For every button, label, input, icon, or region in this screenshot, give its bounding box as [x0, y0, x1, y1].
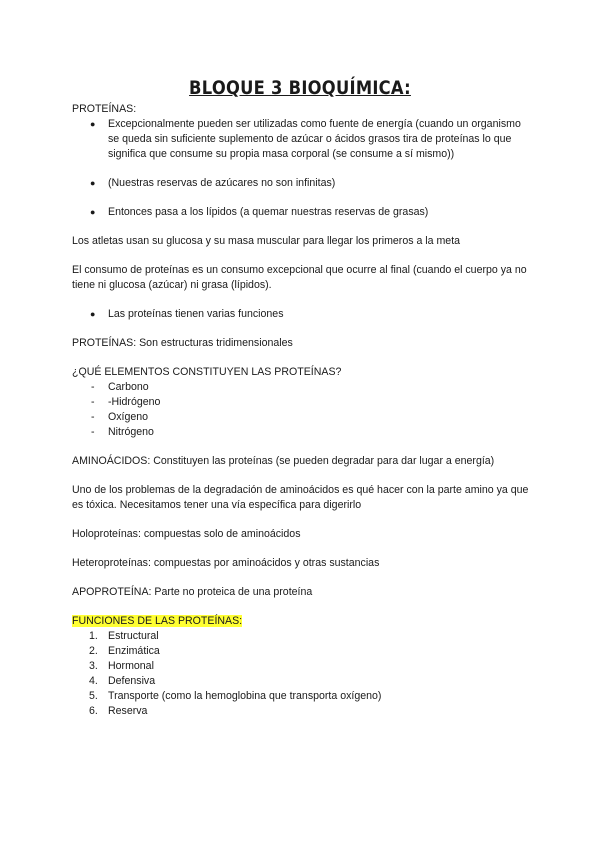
- paragraph-heteroproteinas: Heteroproteínas: compuestas por aminoácidos y otras sustancias: [72, 557, 380, 569]
- list-item: ● Entonces pasa a los lípidos (a quemar nuestras reservas de grasas): [90, 206, 429, 218]
- paragraph-atletas: Los atletas usan su glucosa y su masa muscular para llegar los primeros a la meta: [72, 235, 461, 247]
- list-item: - Carbono: [91, 381, 149, 393]
- list-item: ● Las proteínas tienen varias funciones: [90, 308, 284, 320]
- list-item: - Oxígeno: [91, 411, 149, 423]
- list-item: 5. Transporte (como la hemoglobina que transporta oxígeno): [89, 690, 382, 702]
- list-item: 2. Enzimática: [89, 645, 160, 657]
- question-elementos: ¿QUÉ ELEMENTOS CONSTITUYEN LAS PROTEÍNAS?: [72, 366, 342, 378]
- funciones-list: [72, 629, 532, 719]
- paragraph-aminoacidos: AMINOÁCIDOS: Constituyen las proteínas (se pueden degradar para dar lugar a energía): [72, 455, 495, 467]
- element-list: [72, 380, 532, 440]
- bullet-icon: ●: [90, 309, 96, 319]
- paragraph-estructuras: PROTEÍNAS: Son estructuras tridimensionales: [72, 337, 293, 349]
- paragraph-holoproteinas: Holoproteínas: compuestas solo de aminoácidos: [72, 528, 301, 540]
- bullet-list-proteinas: [72, 117, 532, 162]
- document-body: [72, 102, 532, 719]
- list-item: 3. Hormonal: [89, 660, 154, 672]
- section-heading-proteinas: PROTEÍNAS:: [72, 103, 137, 115]
- section-heading-funciones: [72, 614, 532, 629]
- list-item: ● Excepcionalmente pueden ser utilizadas como fuente de energía (cuando un organismo se queda sin suficiente suplemento de azúcar o ácidos grasos tira de proteínas lo que significa que consume su propia masa corporal (se consume a sí mismo)): [90, 118, 521, 160]
- paragraph-consumo: El consumo de proteínas es un consumo excepcional que ocurre al final (cuando el cuerpo ya no tiene ni glucosa (azúcar) ni grasa (lípidos).: [72, 264, 527, 291]
- list-item: - -Hidrógeno: [91, 396, 161, 408]
- bullet-icon: ●: [90, 207, 96, 217]
- paragraph-problema: Uno de los problemas de la degradación de aminoácidos es qué hacer con la parte amino ya que es tóxica. Necesitamos tener una vía específica para digerirlo: [72, 484, 529, 511]
- bullet-icon: ●: [90, 119, 96, 129]
- list-item: 4. Defensiva: [89, 675, 156, 687]
- list-item: - Nitrógeno: [91, 426, 154, 438]
- page-title: BLOQUE 3 BIOQUÍMICA:: [189, 77, 411, 99]
- list-item: ● (Nuestras reservas de azúcares no son infinitas): [90, 177, 336, 189]
- highlighted-heading: FUNCIONES DE LAS PROTEÍNAS:: [72, 615, 243, 627]
- list-item: 1. Estructural: [89, 630, 159, 642]
- paragraph-apoproteina: APOPROTEÍNA: Parte no proteica de una proteína: [72, 586, 313, 598]
- list-item: 6. Reserva: [89, 705, 148, 717]
- bullet-icon: ●: [90, 178, 96, 188]
